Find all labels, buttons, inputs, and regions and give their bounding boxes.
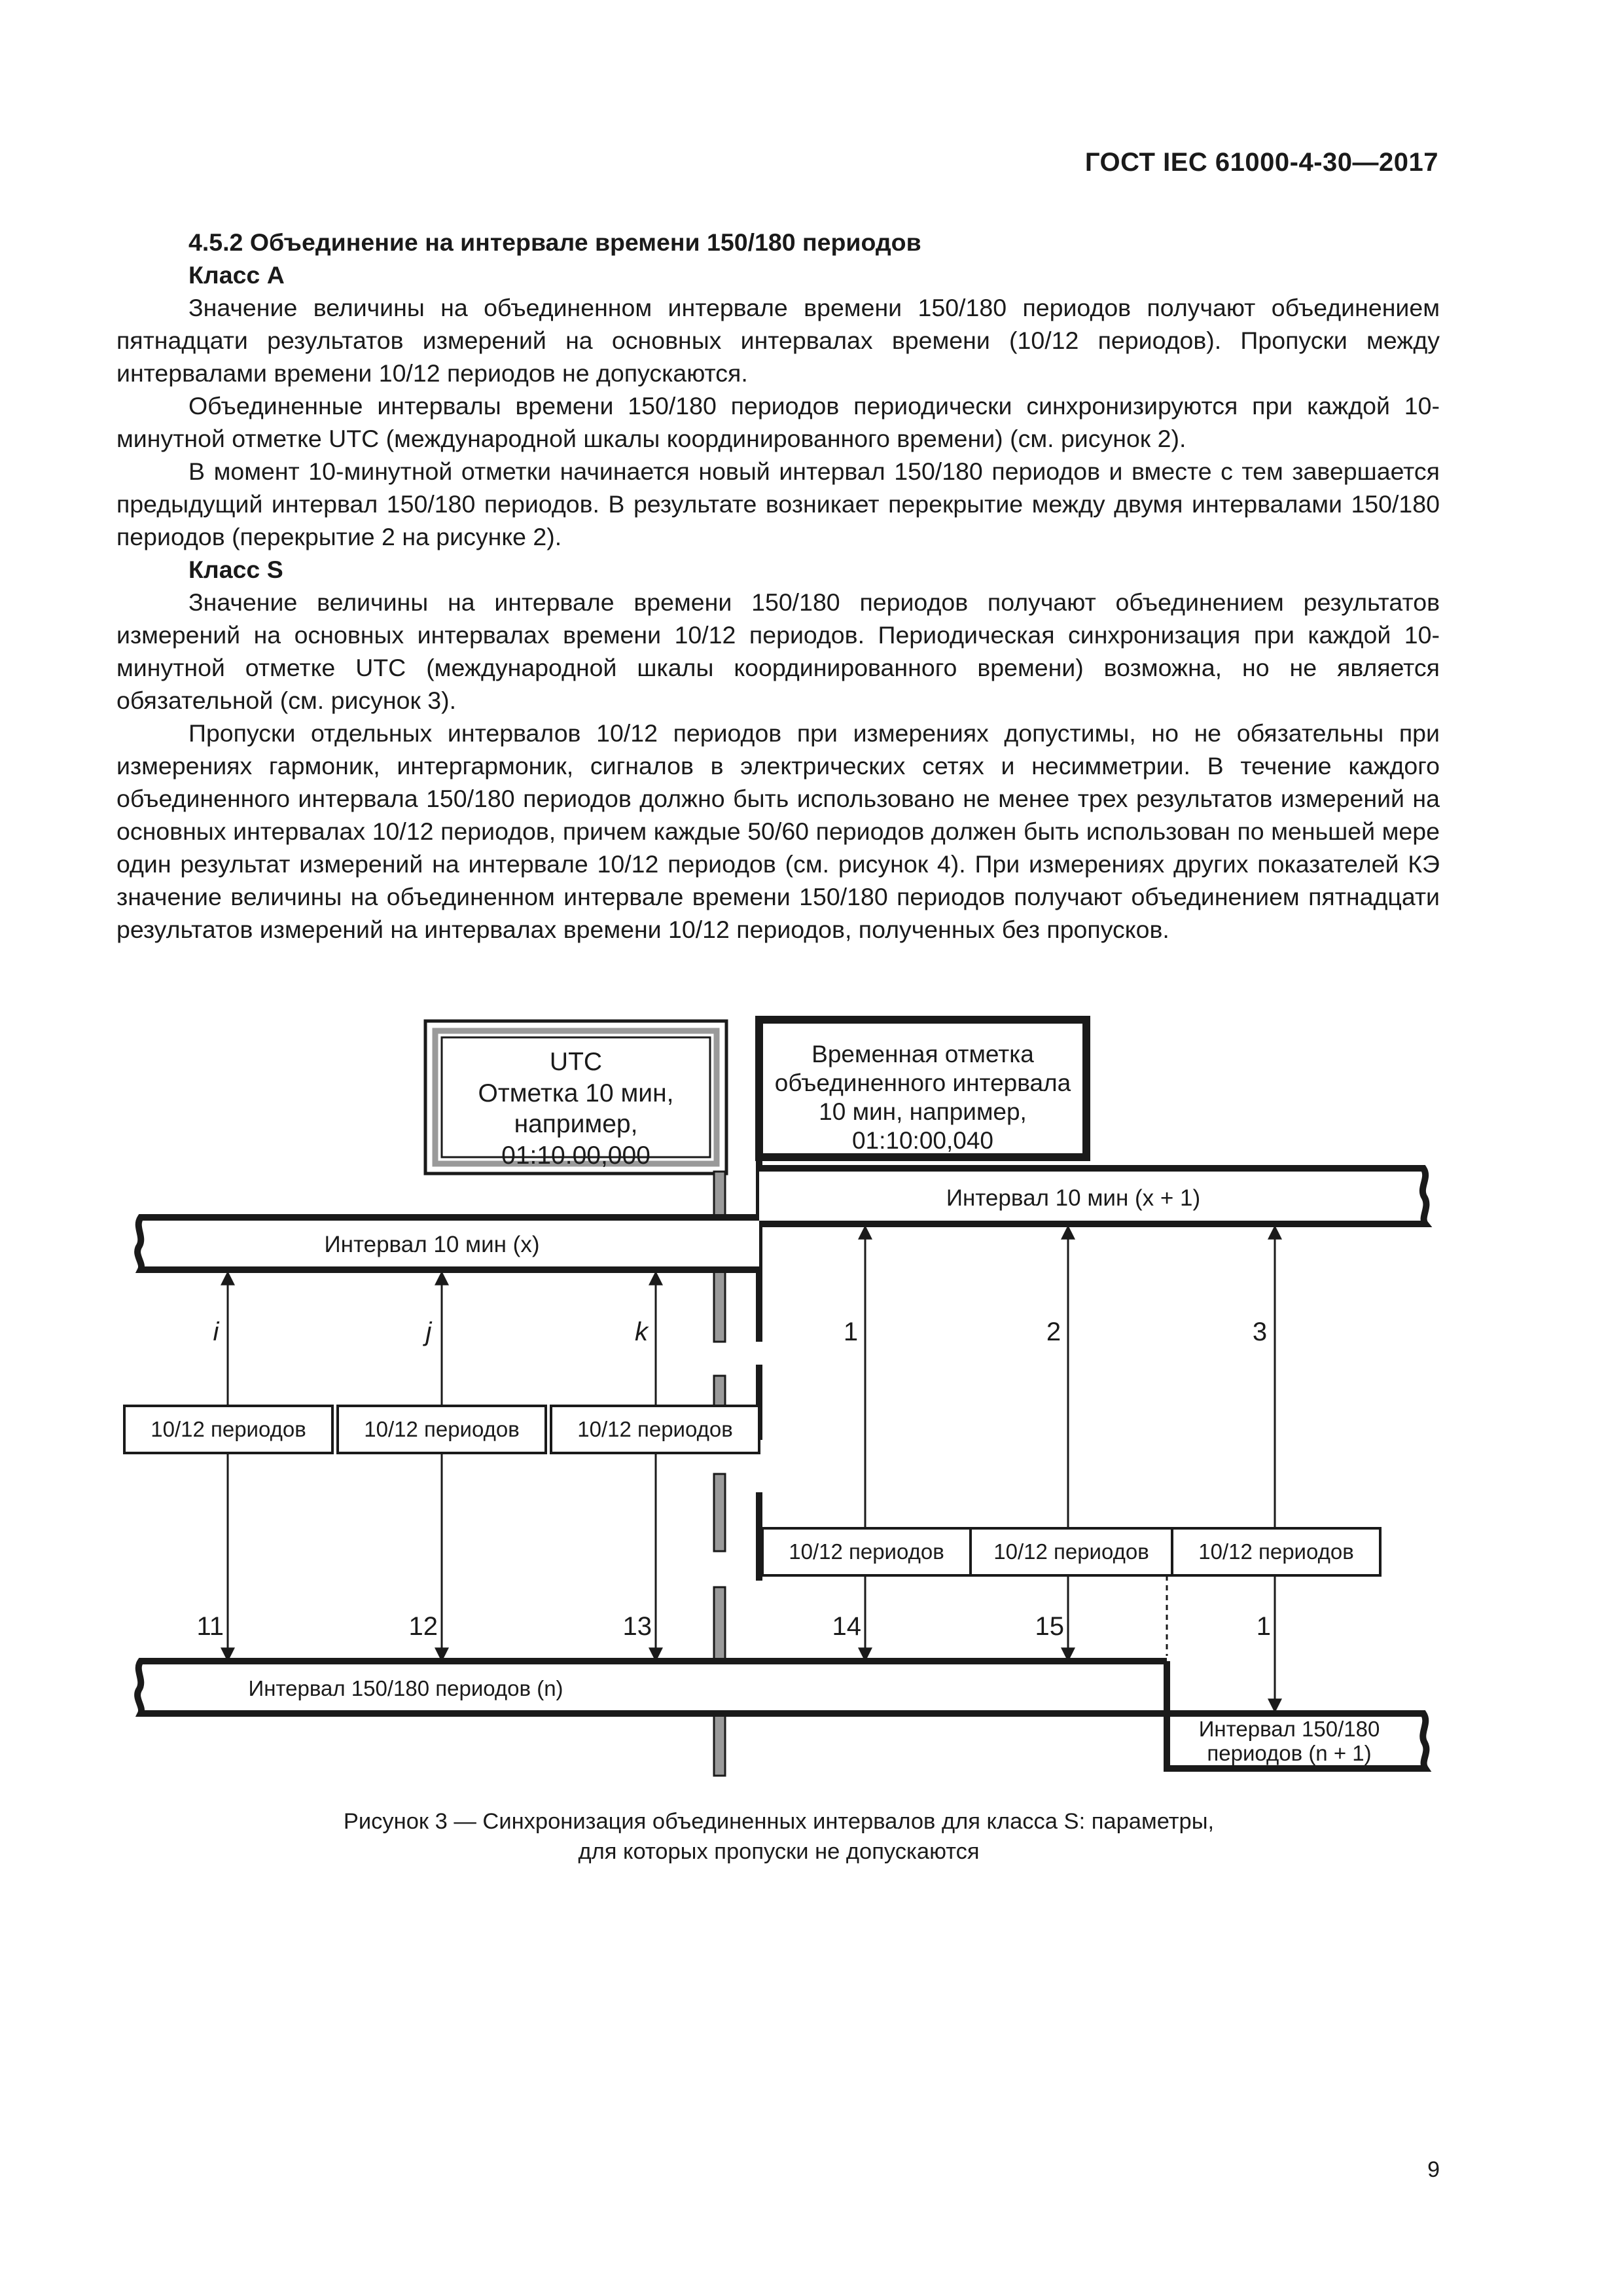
class-a-heading: Класс A	[188, 261, 285, 289]
interval-n-label: Интервал 150/180 периодов (n)	[248, 1676, 563, 1700]
marker-label: 3	[1252, 1318, 1268, 1346]
marker-label: 1	[1256, 1612, 1271, 1641]
interval-n1-label: периодов (n + 1)	[1207, 1741, 1372, 1765]
interval-x-label: Интервал 10 мин (x)	[324, 1232, 540, 1257]
marker-label: 13	[622, 1612, 652, 1641]
timestamp-box-line: объединенного интервала	[774, 1069, 1071, 1096]
figure-caption-line: для которых пропуски не допускаются	[578, 1839, 980, 1864]
utc-box-line: Отметка 10 мин,	[478, 1079, 674, 1107]
marker-label: 1	[843, 1318, 859, 1346]
marker-label: j	[425, 1318, 432, 1346]
body-text	[116, 226, 1440, 946]
period-box-label: 10/12 периодов	[789, 1539, 944, 1564]
class-a-paragraph: Объединенные интервалы времени 150/180 периодов периодически синхронизируются при каждой 10-минутной отметке UTC (международной шкалы координированного времени) (см. рисунок 2).	[116, 392, 1440, 452]
marker-label: k	[635, 1318, 648, 1346]
utc-box-line: UTC	[549, 1048, 603, 1076]
utc-box-line: 01:10.00,000	[501, 1141, 651, 1170]
figure-3-diagram	[118, 1008, 1440, 1780]
period-box-label: 10/12 периодов	[577, 1417, 733, 1441]
utc-box-line: например,	[514, 1110, 638, 1138]
document-standard-header: ГОСТ IEC 61000-4-30—2017	[1084, 148, 1438, 177]
class-a-paragraph: Значение величины на объединенном интервале времени 150/180 периодов получают объединением пятнадцати результатов измерений на основных интервалах времени (10/12 периодов). Пропуски между интервалами времени 10/12 периодов не допускаются.	[116, 294, 1440, 387]
marker-label: 15	[1035, 1612, 1064, 1641]
timestamp-box-line: 10 мин, например,	[819, 1098, 1027, 1125]
timestamp-box-line: 01:10:00,040	[851, 1127, 994, 1154]
period-box-label: 10/12 периодов	[993, 1539, 1149, 1564]
period-box-label: 10/12 периодов	[1198, 1539, 1354, 1564]
page-number: 9	[1427, 2157, 1440, 2182]
interval-n1-label: Интервал 150/180	[1198, 1717, 1380, 1741]
marker-label: 14	[832, 1612, 861, 1641]
interval-x1-label: Интервал 10 мин (x + 1)	[946, 1185, 1201, 1211]
class-s-paragraph: Значение величины на интервале времени 150/180 периодов получают объединением результатов измерений на основных интервалах времени 10/12 периодов. Периодическая синхронизация при каждой 10-минутной отметке UTC (международной шкалы координированного времени) возможна, но не является обязательной (см. рисунок 3).	[116, 588, 1440, 714]
marker-label: i	[213, 1318, 219, 1346]
period-box-label: 10/12 периодов	[151, 1417, 306, 1441]
marker-label: 12	[408, 1612, 438, 1641]
class-s-paragraph: Пропуски отдельных интервалов 10/12 периодов при измерениях допустимы, но не обязательны при измерениях гармоник, интергармоник, сигналов в электрических сетях и несимметрии. В течение каждого объединенного интервала 150/180 периодов должно быть использовано не менее трех результатов измерений на основных интервалах 10/12 периодов, причем каждые 50/60 периодов должен быть использован по меньшей мере один результат измерений на интервале 10/12 периодов (см. рисунок 4). При измерениях других показателей КЭ значение величины на объединенном интервале времени 150/180 периодов получают объединением пятнадцати результатов измерений на интервалах времени 10/12 периодов, полученных без пропусков.	[116, 719, 1440, 943]
class-a-paragraph: В момент 10-минутной отметки начинается новый интервал 150/180 периодов и вместе с тем завершается предыдущий интервал 150/180 периодов. В результате возникает перекрытие между двумя интервалами 150/180 периодов (перекрытие 2 на рисунке 2).	[116, 457, 1440, 550]
figure-caption	[118, 1806, 1440, 1867]
period-box-label: 10/12 периодов	[364, 1417, 520, 1441]
marker-label: 11	[196, 1612, 224, 1641]
marker-label: 2	[1046, 1318, 1061, 1346]
figure-caption-line: Рисунок 3 — Синхронизация объединенных интервалов для класса S: параметры,	[343, 1809, 1215, 1834]
section-heading: 4.5.2 Объединение на интервале времени 150/180 периодов	[188, 228, 921, 256]
timestamp-box-line: Временная отметка	[812, 1041, 1034, 1067]
class-s-heading: Класс S	[188, 556, 283, 583]
